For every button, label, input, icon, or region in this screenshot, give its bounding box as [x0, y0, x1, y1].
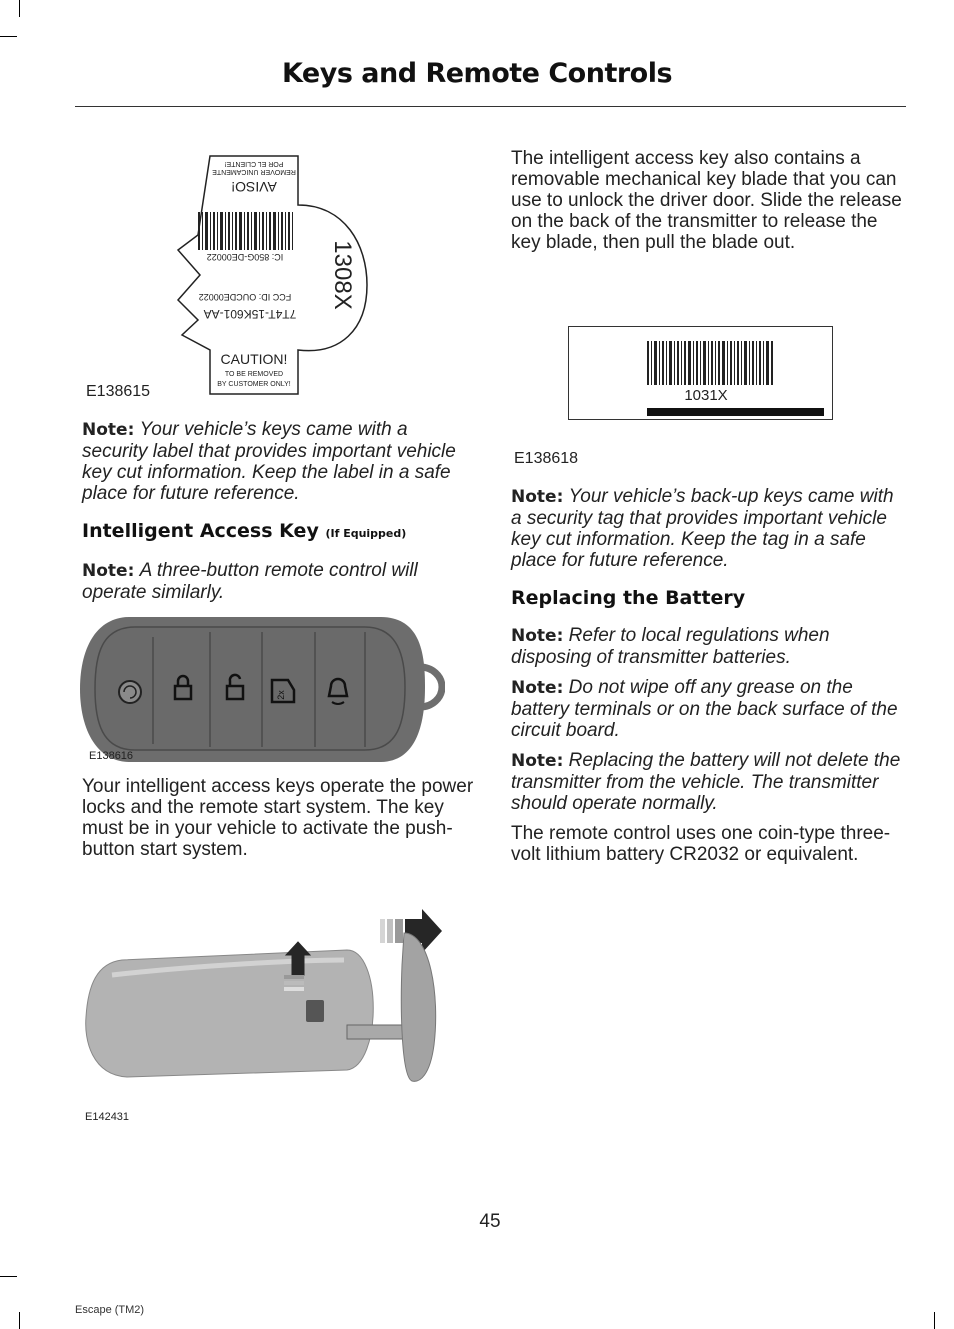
- note-label: Note:: [511, 751, 564, 771]
- label-fccid-text: FCC ID: OUCDE00022: [198, 292, 292, 302]
- tag-code: 1031X: [684, 387, 728, 404]
- note-three-button-remote: [82, 560, 472, 603]
- note-label: Note:: [511, 678, 564, 698]
- security-label-illustration: [170, 150, 375, 400]
- security-tag-figure: [568, 326, 833, 420]
- heading-text: Intelligent Access Key: [82, 520, 319, 542]
- label-aviso-text: AVISO!: [231, 179, 277, 195]
- note-security-tag: [511, 486, 904, 571]
- note-text: Your vehicle’s keys came with a security label that provides important vehicle key cut information. Keep the label in a safe place for future reference.: [82, 419, 456, 504]
- crop-mark: [934, 1312, 935, 1329]
- security-tag-illustration: [569, 327, 832, 419]
- key-blade-figure: [82, 905, 447, 1085]
- figure-caption: E142431: [85, 1111, 130, 1123]
- figure-caption: E138618: [514, 450, 579, 467]
- note-text: Replacing the battery will not delete the transmitter from the vehicle. The transmitter should operate normally.: [511, 750, 901, 814]
- crop-mark: [0, 1276, 17, 1277]
- label-part-number: 7T4T-15K601-AA: [203, 307, 297, 321]
- label-caution-line1: TO BE REMOVED: [224, 371, 284, 378]
- note-label: Note:: [82, 561, 135, 581]
- note-text: Do not wipe off any grease on the battery terminals or on the back surface of the circuit board.: [511, 677, 898, 741]
- note-label: Note:: [82, 420, 135, 440]
- key-fob-figure: [80, 612, 445, 767]
- crop-mark: [19, 0, 20, 17]
- tag-barcode: [647, 341, 773, 385]
- paragraph-key-blade: The intelligent access key also contains a removable mechanical key blade that you can use to unlock the driver door. Slide the release on the back of the transmitter to release the key blade, then pull the blade out.: [511, 148, 902, 253]
- note-security-label: [82, 419, 472, 504]
- label-aviso-line1: REMOVER UNICAMENTE: [212, 168, 296, 175]
- figure-caption: E138616: [89, 750, 134, 762]
- paragraph-battery-type: The remote control uses one coin-type three-volt lithium battery CR2032 or equivalent.: [511, 823, 891, 865]
- section-heading-replacing-battery: Replacing the Battery: [511, 587, 746, 609]
- badge-2x: 2x: [276, 690, 286, 700]
- crop-mark: [0, 36, 17, 37]
- header-rule: [75, 106, 906, 107]
- key-blade-illustration: [82, 905, 447, 1085]
- label-aviso-line2: POR EL CLIENTE!: [224, 160, 284, 167]
- paragraph-intelligent-keys: Your intelligent access keys operate the power locks and the remote start system. The key must be in your vehicle to activate the push-button start system.: [82, 776, 474, 860]
- heading-qualifier: (If Equipped): [325, 527, 407, 540]
- note-label: Note:: [511, 626, 564, 646]
- note-battery-grease: [511, 677, 904, 741]
- note-text: Refer to local regulations when disposing of transmitter batteries.: [511, 625, 830, 668]
- footer-model: Escape (TM2): [75, 1304, 145, 1316]
- label-ic-text: IC: 850G-DE00022: [206, 252, 284, 262]
- section-heading-intelligent-access-key: [82, 520, 406, 542]
- label-caution-line2: BY CUSTOMER ONLY!: [217, 381, 291, 388]
- note-text: A three-button remote control will operate similarly.: [82, 560, 418, 603]
- key-fob-illustration: [80, 612, 445, 767]
- remote-start-button-icon: [119, 681, 141, 703]
- figure-caption: E138615: [86, 383, 151, 400]
- note-text: Your vehicle’s back-up keys came with a security tag that provides important vehicle key cut information. Keep the tag in a safe place for future reference.: [511, 486, 894, 571]
- tag-black-strip: [647, 408, 824, 416]
- note-label: Note:: [511, 487, 564, 507]
- note-battery-disposal: [511, 625, 904, 668]
- crop-mark: [19, 1312, 20, 1329]
- page-number: 45: [479, 1211, 501, 1232]
- label-code: 1308X: [329, 240, 356, 310]
- label-caution-text: CAUTION!: [220, 351, 288, 367]
- security-label-figure: [170, 150, 375, 400]
- page-title: Keys and Remote Controls: [281, 58, 673, 89]
- note-battery-transmitter: [511, 750, 904, 814]
